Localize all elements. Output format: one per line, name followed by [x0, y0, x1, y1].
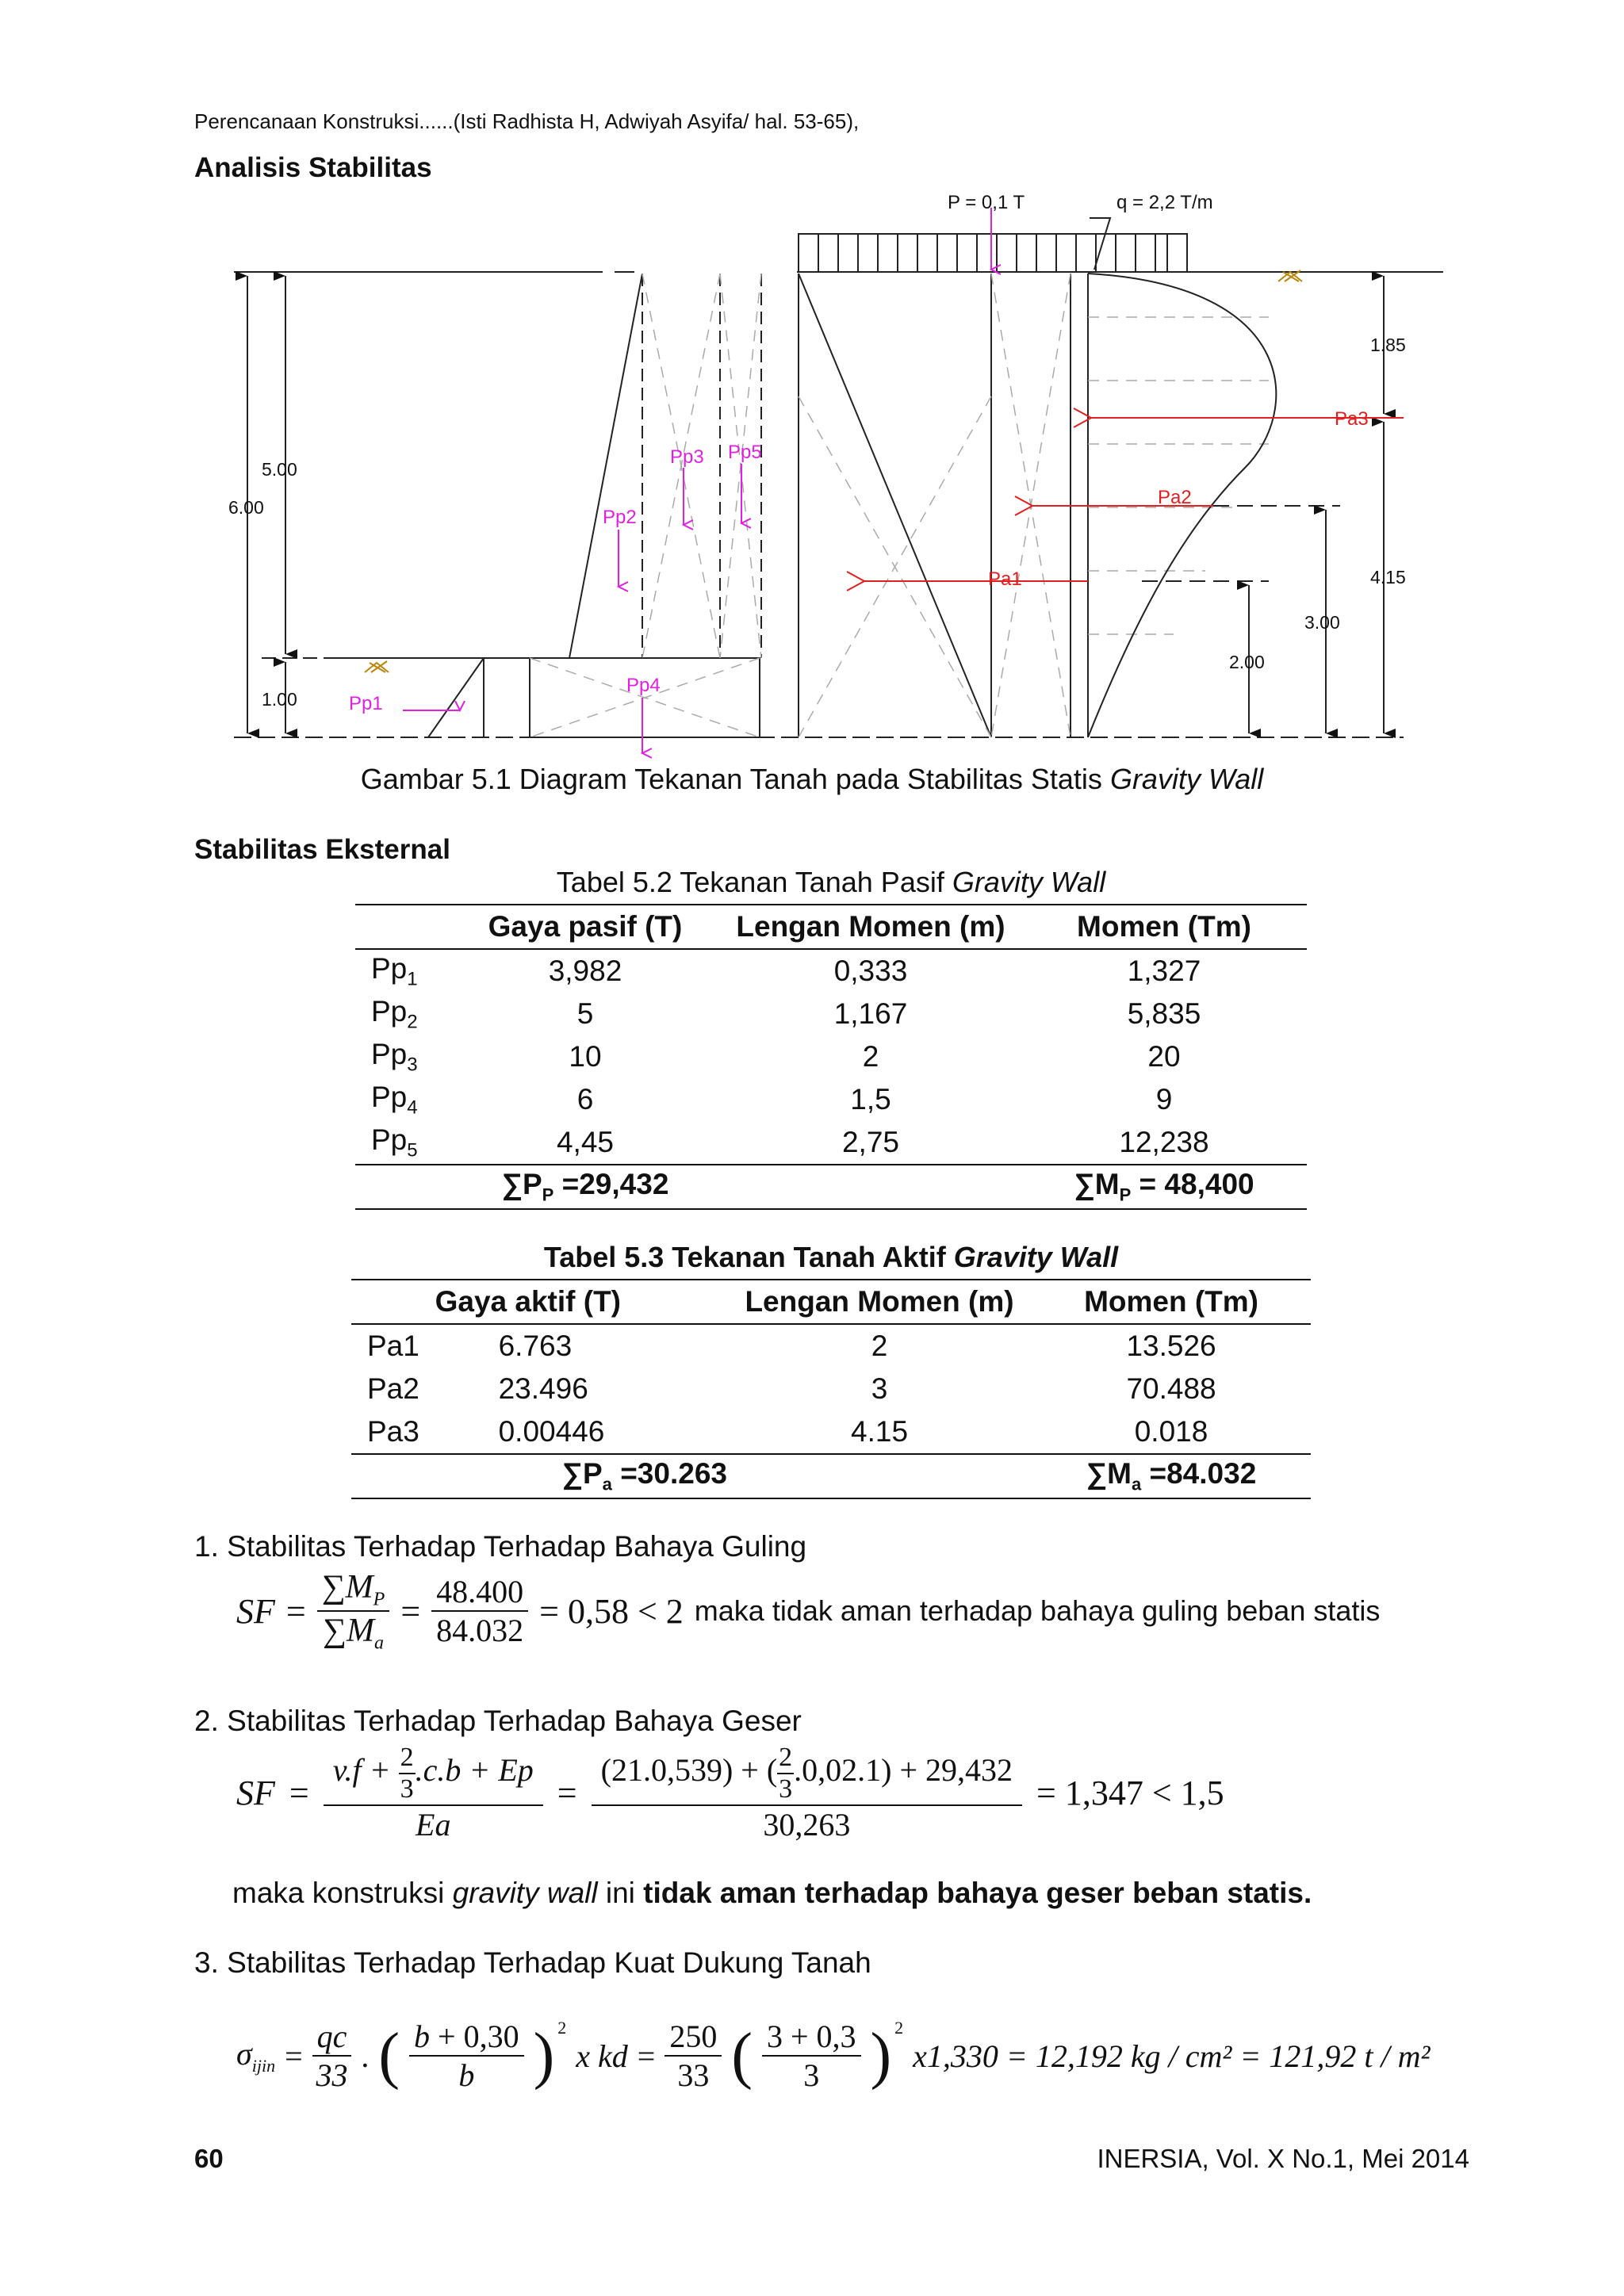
table-row: Pa2 23.496 3 70.488 [367, 1372, 1216, 1405]
earth-pressure-diagram [222, 182, 1459, 761]
table-active-caption [351, 1241, 1311, 1274]
table-active [351, 1279, 1311, 1499]
th-active-moment: Momen (Tm) [1084, 1285, 1258, 1318]
dim-200: 2.00 [1229, 652, 1265, 672]
sliding-denominator: 30,263 [763, 1807, 851, 1843]
th-active-force: Gaya aktif (T) [435, 1285, 622, 1318]
equation-sliding: SF = v.f + $\frac{2}{3}$ .c.b + Ep Ea = (21.0,539) + ( $\frac{2}{3}$ .0,02.1) + 29,432 30,263 = 1,347 < 1,5 [236, 1743, 1224, 1843]
figure-caption [0, 763, 1624, 796]
sliding-numerator-b: .0,02.1) + 29,432 [794, 1752, 1013, 1789]
table-active-caption-main: Tabel 5.3 Tekanan Tanah Aktif [543, 1241, 954, 1273]
running-header: Perencanaan Konstruksi......(Isti Radhista H, Adwiyah Asyifa/ hal. 53-65), [194, 109, 860, 133]
table-passive-caption-italic: Gravity Wall [952, 866, 1106, 898]
gravity-wall [428, 274, 1088, 737]
load-P-label: P = 0,1 T [948, 192, 1025, 213]
load-q-label: q = 2,2 T/m [1116, 192, 1213, 213]
dim-500: 5.00 [262, 459, 297, 480]
page-number: 60 [194, 2144, 224, 2173]
equation-overturning: SF = $\frac{\sum M_P}{\sum M_a}$ = $\frac{48.400}{84.032}$ = 0,58 < 2 maka tidak aman terhadap bahaya guling beban statis [236, 1569, 1381, 1654]
label-Pp3: Pp3 [670, 446, 704, 468]
figure-caption-italic: Gravity Wall [1109, 763, 1264, 795]
item-1-title: 1. Stabilitas Terhadap Terhadap Bahaya Guling [194, 1530, 807, 1563]
label-Pa1: Pa1 [988, 568, 1022, 590]
dim-185: 1.85 [1370, 335, 1406, 355]
journal-footer: INERSIA, Vol. X No.1, Mei 2014 [1097, 2144, 1469, 2173]
item-3-title: 3. Stabilitas Terhadap Terhadap Kuat Dukung Tanah [194, 1946, 871, 1979]
sliding-conclusion: maka konstruksi gravity wall ini tidak aman terhadap bahaya geser beban statis. [232, 1877, 1312, 1909]
dim-100: 1.00 [262, 689, 297, 710]
table-row: $Pp_5$ 4,45 2,75 12,238 [355, 1121, 1307, 1165]
section-title-eksternal: Stabilitas Eksternal [194, 834, 450, 865]
label-Pp5: Pp5 [728, 442, 762, 463]
table-passive-caption [355, 866, 1307, 899]
equation-bearing: $\sigma_{ijin}$ = $\frac{qc}{33}$ . ( $\frac{b + 0,30}{b}$ ) $^2$ x kd = $\frac{250}{33}$ ( $\frac{3 + 0,3}{3}$ ) $^2$ x1,330 = 12,192 kg / cm² = 121,92 t / m² [236, 2018, 1431, 2093]
section-title-analisis: Analisis Stabilitas [194, 152, 432, 183]
right-dimensions [1249, 276, 1384, 733]
label-Pa3: Pa3 [1335, 408, 1369, 430]
label-Pa2: Pa2 [1158, 487, 1192, 508]
dim-600: 6.00 [228, 497, 264, 518]
th-passive-arm: Lengan Momen (m) [736, 910, 1005, 943]
table-passive [355, 904, 1307, 1210]
overturning-numerator: 48.400 [431, 1573, 528, 1612]
overturning-conclusion: maka tidak aman terhadap bahaya guling beban statis [694, 1594, 1381, 1628]
table-row: $Pp_1$ 3,982 0,333 1,327 [371, 951, 1201, 990]
active-force-arrows [864, 418, 1404, 581]
label-Pp4: Pp4 [626, 675, 661, 696]
sliding-denominator-symbolic: Ea [416, 1807, 451, 1843]
dim-415: 4.15 [1370, 567, 1406, 587]
figure-caption-main: Gambar 5.1 Diagram Tekanan Tanah pada Stabilitas Statis [360, 763, 1110, 795]
th-active-arm: Lengan Momen (m) [745, 1285, 1014, 1318]
label-Pp2: Pp2 [603, 507, 637, 528]
table-row: $Pp_3$ 10 2 20 [371, 1037, 1181, 1076]
table-row: Pa3 0.00446 4.15 0.018 [351, 1410, 1311, 1454]
table-sum-row: $\sum P_a =30.263$ $\sum M_a =84.032$ [351, 1454, 1311, 1498]
table-row: Pa1 6.763 2 13.526 [367, 1330, 1216, 1362]
th-passive-moment: Momen (Tm) [1077, 910, 1251, 943]
table-row: $Pp_4$ 6 1,5 9 [371, 1080, 1173, 1119]
table-sum-row: $\sum P_P =29,432$ $\sum M_P = 48,400$ [355, 1165, 1307, 1209]
table-passive-caption-main: Tabel 5.2 Tekanan Tanah Pasif [556, 866, 952, 898]
item-2-title: 2. Stabilitas Terhadap Terhadap Bahaya Geser [194, 1705, 802, 1737]
table-active-caption-italic: Gravity Wall [953, 1241, 1119, 1273]
table-row: $Pp_2$ 5 1,167 5,835 [371, 994, 1201, 1033]
overturning-result: = 0,58 < 2 [539, 1591, 684, 1631]
bearing-result: x1,330 = 12,192 kg / cm² = 121,92 t / m² [913, 2038, 1431, 2074]
sliding-numerator-a: (21.0,539) + ( [600, 1752, 778, 1789]
distributed-load-q [799, 218, 1187, 272]
soil-symbol-left [365, 661, 389, 672]
sliding-result: = 1,347 < 1,5 [1036, 1774, 1224, 1812]
dim-300: 3.00 [1304, 612, 1340, 633]
passive-force-arrows [403, 464, 741, 753]
th-passive-force: Gaya pasif (T) [488, 910, 683, 943]
label-Pp1: Pp1 [349, 693, 383, 714]
overturning-denominator: 84.032 [436, 1613, 524, 1649]
